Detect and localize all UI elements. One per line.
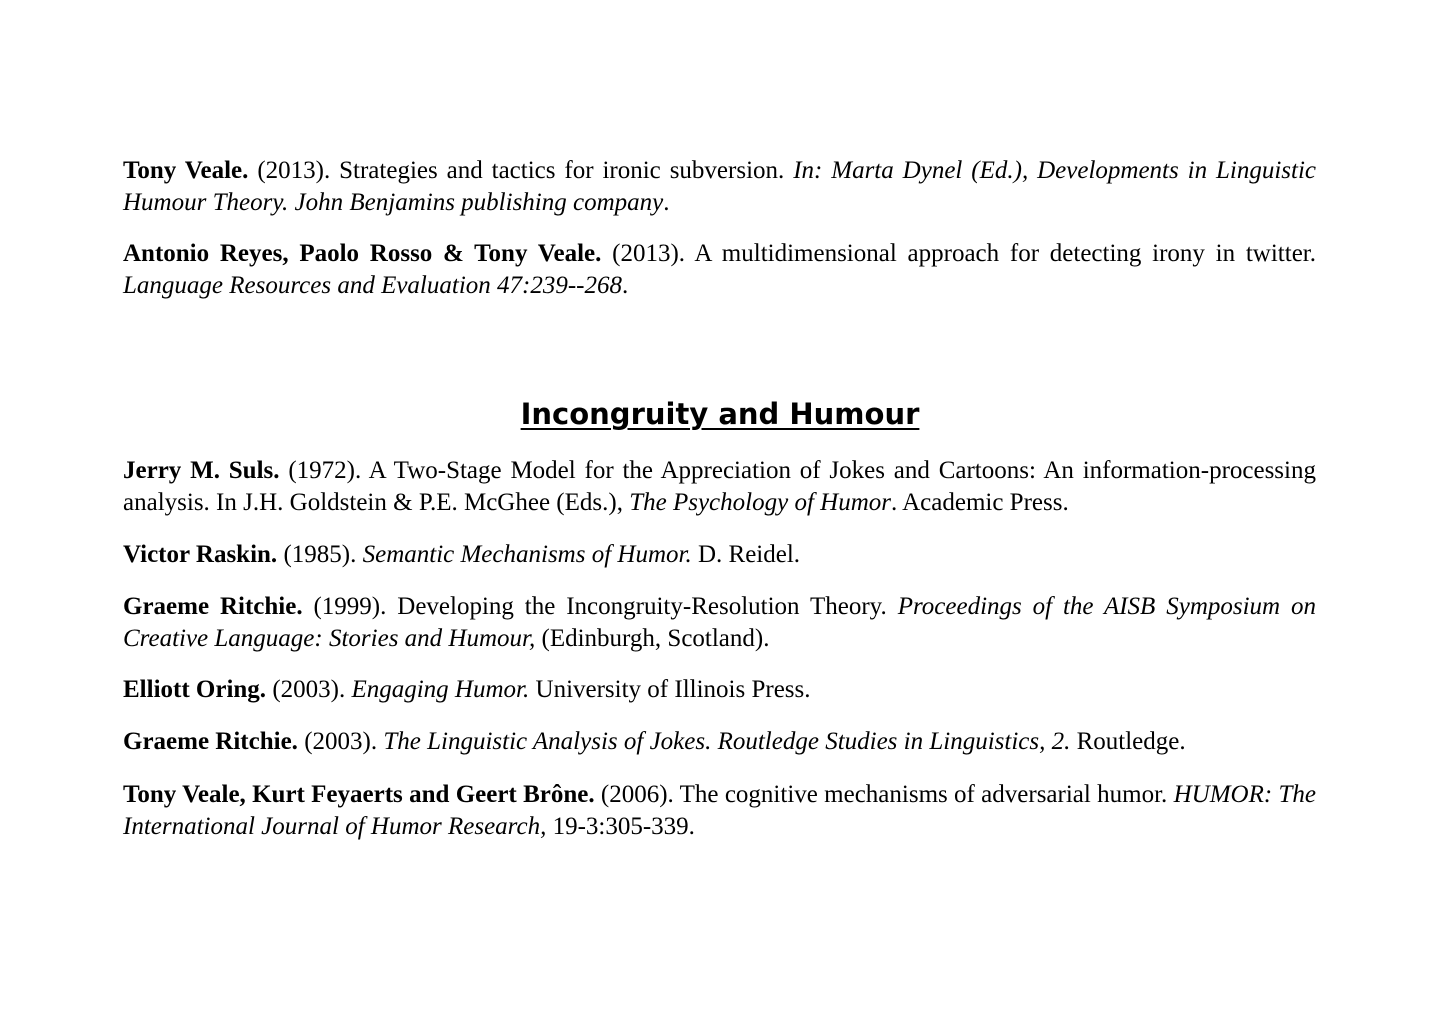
reference-venue: Engaging Humor. bbox=[351, 676, 530, 703]
reference-entry bbox=[123, 591, 1316, 654]
reference-tail: D. Reidel. bbox=[691, 541, 801, 568]
reference-tail: University of Illinois Press. bbox=[529, 676, 811, 703]
reference-text: (2003). bbox=[297, 728, 384, 755]
reference-authors: Victor Raskin. bbox=[123, 541, 278, 568]
reference-text: (2006). The cognitive mechanisms of adversarial humor. bbox=[594, 781, 1174, 808]
reference-text: (1999). Developing the Incongruity-Resolution Theory. bbox=[302, 593, 898, 620]
reference-authors: Graeme Ritchie. bbox=[123, 593, 303, 620]
reference-text: (2013). Strategies and tactics for ironic subversion. bbox=[248, 157, 794, 184]
reference-authors: Jerry M. Suls. bbox=[123, 457, 280, 484]
reference-tail: . Academic Press. bbox=[890, 488, 1069, 516]
reference-authors: Graeme Ritchie. bbox=[123, 728, 298, 755]
section-heading bbox=[0, 394, 1440, 434]
reference-entry bbox=[123, 674, 1316, 706]
reference-tail: 19-3:305-339. bbox=[546, 812, 695, 840]
reference-tail: Routledge. bbox=[1070, 728, 1186, 755]
reference-text: (1985). bbox=[277, 541, 363, 568]
reference-venue: In: Marta Dynel (Ed.), Developments in Linguistic Humour Theory. John Benjamins publishing company bbox=[123, 157, 1316, 216]
reference-venue: The Psychology of Humor bbox=[629, 488, 891, 516]
reference-tail: (Edinburgh, Scotland). bbox=[535, 624, 770, 652]
reference-entry bbox=[123, 539, 1316, 571]
reference-authors: Antonio Reyes, Paolo Rosso & Tony Veale. bbox=[123, 240, 602, 267]
reference-venue: HUMOR: The International Journal of Humor Research, bbox=[123, 781, 1316, 840]
reference-text: (2013). A multidimensional approach for detecting irony in twitter. bbox=[601, 240, 1316, 267]
section-heading-text: Incongruity and Humour bbox=[520, 397, 920, 431]
reference-entry bbox=[123, 779, 1316, 842]
reference-entry bbox=[123, 726, 1316, 758]
reference-text: (2003). bbox=[266, 676, 352, 703]
reference-venue: Proceedings of the AISB Symposium on Creative Language: Stories and Humour, bbox=[123, 593, 1316, 652]
reference-venue: Semantic Mechanisms of Humor. bbox=[362, 541, 692, 568]
reference-authors: Tony Veale, Kurt Feyaerts and Geert Brône. bbox=[123, 781, 595, 808]
reference-venue: Language Resources and Evaluation 47:239--268 bbox=[123, 271, 622, 299]
reference-text: (1972). A Two-Stage Model for the Appreciation of Jokes and Cartoons: An information-processing analysis. In J.H. Goldstein & P.E. McGhee (Eds.), bbox=[123, 457, 1316, 516]
reference-authors: Elliott Oring. bbox=[123, 676, 267, 703]
reference-authors: Tony Veale. bbox=[123, 157, 249, 184]
reference-entry bbox=[123, 455, 1316, 518]
reference-tail: . bbox=[622, 271, 629, 299]
reference-entry bbox=[123, 155, 1316, 218]
reference-venue: The Linguistic Analysis of Jokes. Routledge Studies in Linguistics, 2. bbox=[383, 728, 1071, 755]
reference-tail: . bbox=[663, 188, 670, 216]
reference-entry bbox=[123, 238, 1316, 301]
